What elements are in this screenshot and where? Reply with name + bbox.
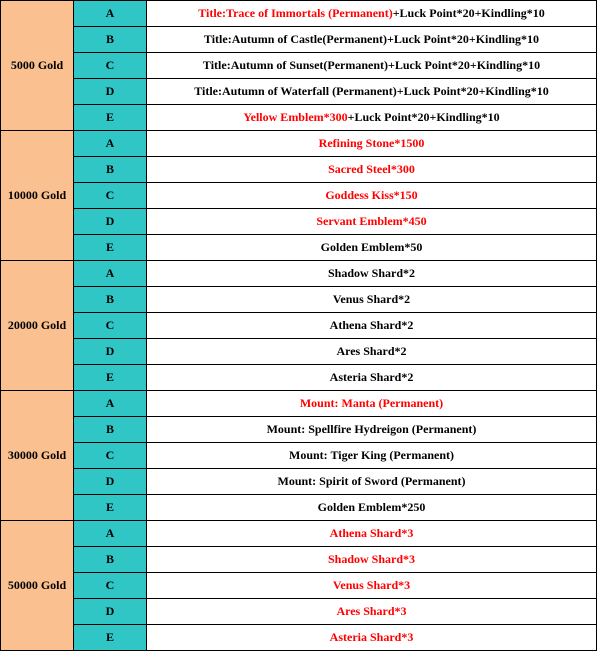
table-row <box>1 547 597 573</box>
tier-cost-cell: 50000 Gold <box>1 521 74 651</box>
table-row <box>1 417 597 443</box>
reward-cell <box>147 183 597 209</box>
reward-text-highlight: Mount: Manta (Permanent) <box>299 396 444 410</box>
reward-cell <box>147 339 597 365</box>
option-letter-cell: A <box>74 261 147 287</box>
reward-text: Athena Shard*2 <box>329 318 414 332</box>
option-letter-cell: E <box>74 105 147 131</box>
reward-text: +Luck Point*20+Kindling*10 <box>392 6 545 20</box>
reward-text-highlight: Venus Shard*3 <box>332 578 411 592</box>
reward-text: +Luck Point*20+Kindling*10 <box>347 110 500 124</box>
table-row <box>1 599 597 625</box>
option-letter-cell: A <box>74 391 147 417</box>
option-letter-cell: D <box>74 469 147 495</box>
reward-text-highlight: Yellow Emblem*300 <box>243 110 348 124</box>
table-row <box>1 339 597 365</box>
option-letter-cell: C <box>74 573 147 599</box>
tier-cost-cell: 5000 Gold <box>1 1 74 131</box>
reward-cell <box>147 391 597 417</box>
reward-text-highlight: Sacred Steel*300 <box>328 162 415 176</box>
option-letter-cell: A <box>74 521 147 547</box>
reward-text-highlight: Shadow Shard*3 <box>327 552 416 566</box>
reward-cell <box>147 105 597 131</box>
table-row <box>1 209 597 235</box>
reward-text: Golden Emblem*50 <box>320 240 423 254</box>
option-letter-cell: C <box>74 313 147 339</box>
reward-text: Mount: Tiger King (Permanent) <box>289 448 454 462</box>
option-letter-cell: B <box>74 287 147 313</box>
reward-table-body <box>1 1 597 651</box>
option-letter-cell: E <box>74 495 147 521</box>
reward-cell <box>147 157 597 183</box>
reward-cell <box>147 53 597 79</box>
reward-text: Asteria Shard*2 <box>329 370 414 384</box>
reward-cell <box>147 131 597 157</box>
reward-text-highlight: Refining Stone*1500 <box>318 136 425 150</box>
table-row <box>1 1 597 27</box>
option-letter-cell: E <box>74 625 147 651</box>
option-letter-cell: A <box>74 1 147 27</box>
reward-cell <box>147 599 597 625</box>
option-letter-cell: D <box>74 339 147 365</box>
option-letter-cell: A <box>74 131 147 157</box>
reward-cell <box>147 209 597 235</box>
option-letter-cell: B <box>74 417 147 443</box>
option-letter-cell: D <box>74 79 147 105</box>
tier-cost-cell: 10000 Gold <box>1 131 74 261</box>
table-row <box>1 313 597 339</box>
option-letter-cell: B <box>74 547 147 573</box>
tier-cost-cell: 30000 Gold <box>1 391 74 521</box>
reward-text: Venus Shard*2 <box>332 292 411 306</box>
table-row <box>1 391 597 417</box>
reward-cell <box>147 287 597 313</box>
reward-cell <box>147 469 597 495</box>
table-row <box>1 157 597 183</box>
table-row <box>1 287 597 313</box>
reward-cell <box>147 1 597 27</box>
reward-text: Golden Emblem*250 <box>317 500 426 514</box>
reward-text: Title:Autumn of Sunset(Permanent)+Luck Point*20+Kindling*10 <box>202 58 541 72</box>
table-row <box>1 131 597 157</box>
option-letter-cell: B <box>74 27 147 53</box>
reward-cell <box>147 313 597 339</box>
table-row <box>1 625 597 651</box>
table-row <box>1 365 597 391</box>
option-letter-cell: C <box>74 443 147 469</box>
reward-text-highlight: Asteria Shard*3 <box>329 630 414 644</box>
table-row <box>1 27 597 53</box>
reward-cell <box>147 625 597 651</box>
reward-text-highlight: Goddess Kiss*150 <box>325 188 418 202</box>
reward-cell <box>147 235 597 261</box>
reward-text-highlight: Servant Emblem*450 <box>316 214 427 228</box>
reward-cell <box>147 417 597 443</box>
option-letter-cell: E <box>74 365 147 391</box>
option-letter-cell: D <box>74 209 147 235</box>
table-row <box>1 183 597 209</box>
reward-text: Ares Shard*2 <box>336 344 407 358</box>
reward-text-highlight: Ares Shard*3 <box>336 604 407 618</box>
reward-text: Mount: Spellfire Hydreigon (Permanent) <box>266 422 477 436</box>
table-row <box>1 235 597 261</box>
table-row <box>1 79 597 105</box>
reward-cell <box>147 495 597 521</box>
table-row <box>1 105 597 131</box>
table-row <box>1 573 597 599</box>
reward-cell <box>147 365 597 391</box>
table-row <box>1 521 597 547</box>
reward-cell <box>147 573 597 599</box>
option-letter-cell: E <box>74 235 147 261</box>
table-row <box>1 53 597 79</box>
tier-cost-cell: 20000 Gold <box>1 261 74 391</box>
table-row <box>1 495 597 521</box>
reward-cell <box>147 261 597 287</box>
reward-cell <box>147 521 597 547</box>
table-row <box>1 443 597 469</box>
table-row <box>1 469 597 495</box>
reward-text: Shadow Shard*2 <box>327 266 416 280</box>
reward-text-highlight: Title:Trace of Immortals (Permanent) <box>198 6 393 20</box>
reward-text: Mount: Spirit of Sword (Permanent) <box>277 474 466 488</box>
option-letter-cell: C <box>74 183 147 209</box>
option-letter-cell: B <box>74 157 147 183</box>
option-letter-cell: C <box>74 53 147 79</box>
reward-text: Title:Autumn of Castle(Permanent)+Luck Point*20+Kindling*10 <box>203 32 540 46</box>
option-letter-cell: D <box>74 599 147 625</box>
reward-cell <box>147 79 597 105</box>
reward-cell <box>147 547 597 573</box>
reward-text-highlight: Athena Shard*3 <box>329 526 414 540</box>
reward-text: Title:Autumn of Waterfall (Permanent)+Luck Point*20+Kindling*10 <box>194 84 549 98</box>
reward-cell <box>147 443 597 469</box>
table-row <box>1 261 597 287</box>
reward-cell <box>147 27 597 53</box>
